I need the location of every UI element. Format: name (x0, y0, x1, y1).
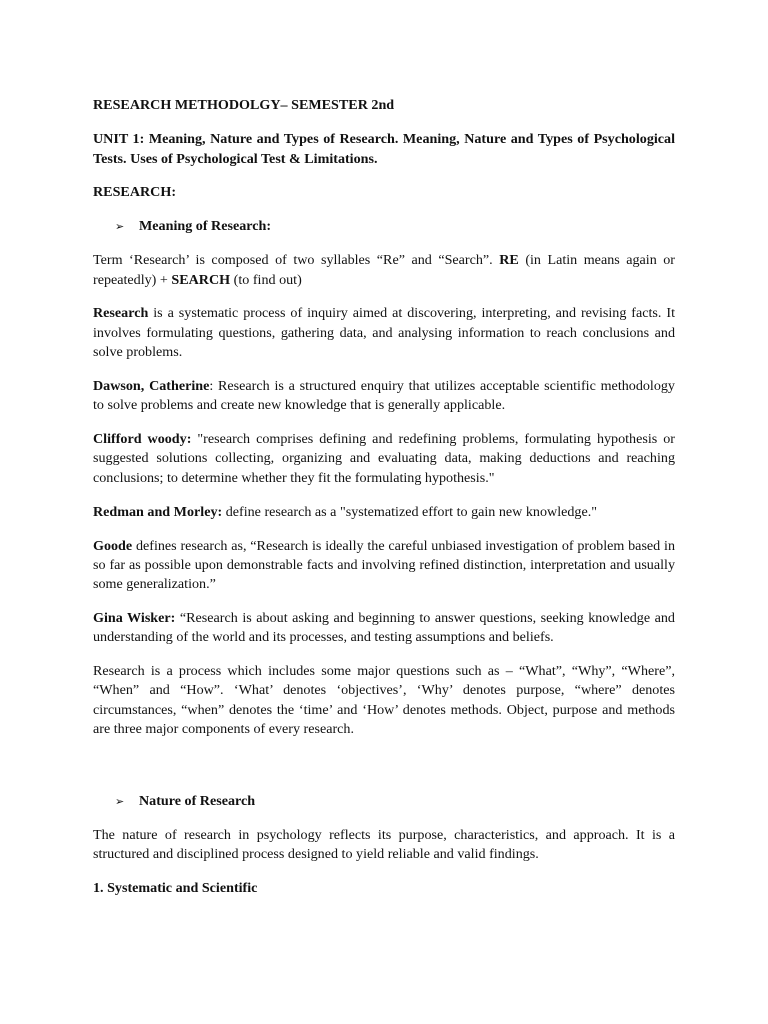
systematic-heading: 1. Systematic and Scientific (93, 880, 258, 897)
term-search: SEARCH (171, 271, 231, 288)
definition-text: define research as a "systematized effort to gain new knowledge." (222, 503, 597, 520)
section-spacer (93, 754, 675, 792)
document-page (93, 96, 675, 913)
definition-text: “Research is about asking and beginning to answer questions, seeking knowledge and understanding of the world and its processes, and testing assumptions and beliefs. (93, 609, 675, 646)
clifford-definition (93, 430, 675, 488)
definition-label: Clifford woody: (93, 431, 192, 448)
definition-label: Redman and Morley: (93, 503, 223, 520)
unit-heading: UNIT 1: Meaning, Nature and Types of Research. Meaning, Nature and Types of Psychological Tests. Uses of Psychological Test & Limitations. (93, 131, 675, 167)
definition-text: : Research is a structured enquiry that utilizes acceptable scientific methodology to solve problems and create new knowledge that is generally applicable. (93, 377, 675, 414)
process-paragraph: Research is a process which includes some major questions such as – “What”, “Why”, “Where”, “When” and “How”. ‘What’ denotes ‘objectives’, ‘Why’ denotes purpose, “where” denotes circumstances, “when” denotes the ‘time’ and ‘How’ denotes methods. Object, purpose and methods are three major components of every research. (93, 663, 675, 738)
term-text-1: Term ‘Research’ is composed of two syllables “Re” and “Search”. (93, 252, 500, 269)
arrow-bullet-icon: ➢ (115, 794, 125, 808)
definition-text: is a systematic process of inquiry aimed at discovering, interpreting, and revising facts. It involves formulating questions, gathering data, and analysing information to reach conclusions and solve problems. (93, 305, 675, 361)
definition-label: Gina Wisker: (93, 609, 176, 626)
bullet-label: Meaning of Research: (139, 218, 272, 235)
nature-paragraph: The nature of research in psychology reflects its purpose, characteristics, and approach. It is a structured and disciplined process designed to yield reliable and valid findings. (93, 826, 675, 863)
bullet-label: Nature of Research (139, 792, 256, 809)
document-title: RESEARCH METHODOLGY– SEMESTER 2nd (93, 97, 395, 113)
definition-label: Research (93, 305, 149, 322)
research-heading: RESEARCH: (93, 184, 177, 201)
redman-definition (93, 503, 675, 522)
term-text-2: (in Latin means again or repeatedly) + (93, 252, 675, 288)
definition-text: "research comprises defining and redefining problems, formulating hypothesis or suggested solutions collecting, organizing and evaluating data, making deductions and reaching conclusions; to determine whether they fit the formulating hypothesis." (93, 431, 675, 486)
term-re: RE (499, 252, 519, 269)
goode-definition (93, 537, 675, 595)
bullet-meaning-of-research (93, 217, 675, 236)
bullet-nature-of-research (93, 792, 675, 811)
definition-text: defines research as, “Research is ideally the careful unbiased investigation of problem based in so far as possible upon demonstrable facts and involving refined distinction, interpretation and usually some generalization.” (93, 537, 675, 593)
term-paragraph (93, 251, 675, 290)
term-text-3: (to find out) (230, 271, 302, 288)
gina-definition (93, 609, 675, 648)
research-definition (93, 304, 675, 362)
dawson-definition (93, 377, 675, 416)
arrow-bullet-icon: ➢ (115, 220, 125, 234)
definition-label: Goode (93, 537, 133, 554)
definition-label: Dawson, Catherine (93, 377, 210, 394)
